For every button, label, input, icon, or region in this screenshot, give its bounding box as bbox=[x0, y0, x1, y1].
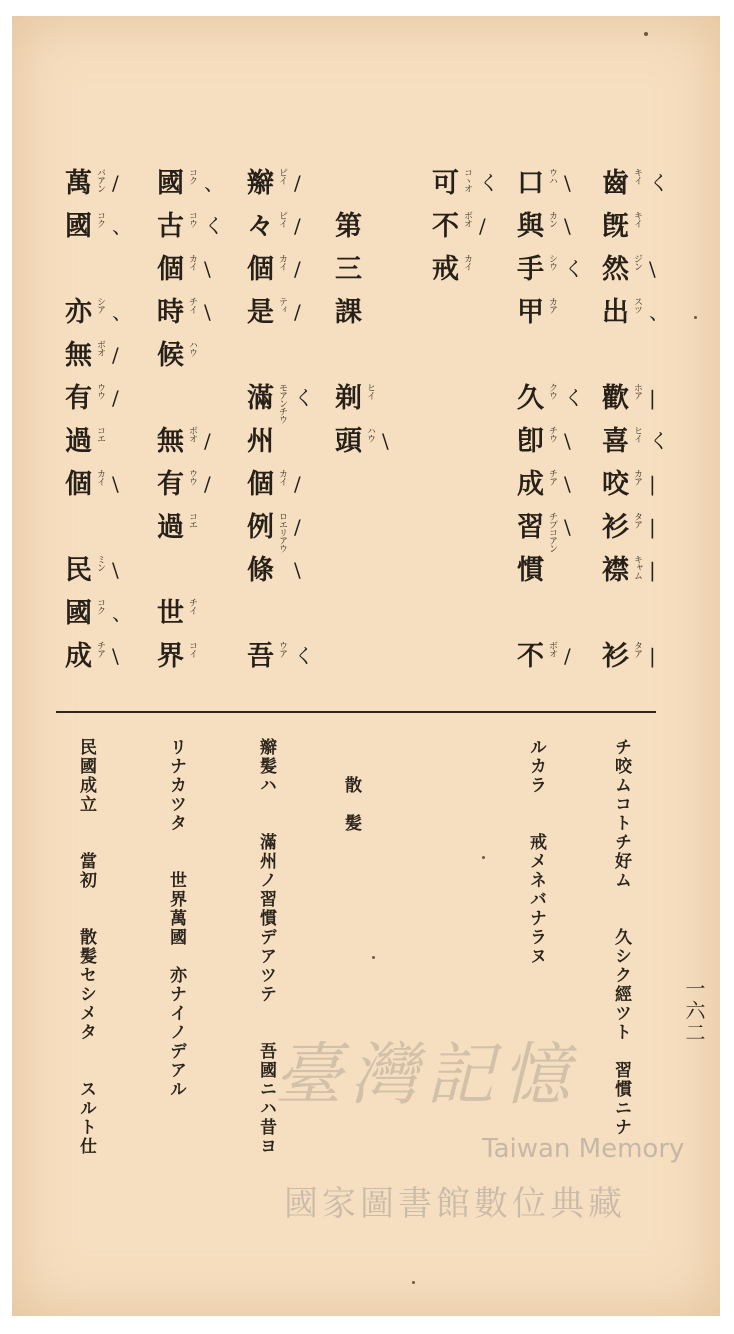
reading-gloss: モアンチウ bbox=[277, 383, 287, 423]
hanzi-char: 個 bbox=[247, 254, 274, 285]
hanzi-char: 是 bbox=[247, 297, 274, 328]
reading-gloss: カイ bbox=[277, 469, 287, 485]
char-cell bbox=[65, 381, 123, 424]
reading-gloss: キイ bbox=[632, 168, 642, 184]
reading-gloss: カイ bbox=[95, 469, 105, 485]
char-cell bbox=[247, 166, 305, 209]
reading-gloss: コク bbox=[95, 211, 105, 227]
hanzi-char: 衫 bbox=[602, 512, 629, 543]
char-cell bbox=[65, 424, 123, 467]
hanzi-char: 成 bbox=[517, 469, 544, 500]
translation-line-3: 辮髪ハ 滿州ノ習慣デアツテ 吾國ニハ昔ヨ bbox=[256, 738, 276, 1156]
reading-gloss: バアン bbox=[95, 168, 105, 192]
translation-heading: 散 髪 bbox=[341, 738, 361, 833]
tone-mark: く bbox=[204, 214, 224, 238]
reading-gloss: ロエリアウ bbox=[277, 512, 287, 552]
reading-gloss: カン bbox=[547, 211, 557, 227]
hanzi-char: 亦 bbox=[65, 297, 92, 328]
hanzi-char: 州 bbox=[247, 426, 274, 457]
hanzi-char: 成 bbox=[65, 641, 92, 672]
translation-line-1: チ咬ムコトチ好ム 久シク經ツト 習慣ニナ bbox=[611, 738, 631, 1137]
char-cell bbox=[157, 381, 215, 424]
reading-gloss: ピイ bbox=[277, 211, 287, 227]
reading-gloss: ボオ bbox=[547, 641, 557, 657]
reading-gloss: カイ bbox=[187, 254, 197, 270]
hanzi-char: 歡 bbox=[602, 383, 629, 414]
char-cell bbox=[157, 424, 215, 467]
tone-mark: / bbox=[294, 515, 301, 539]
watermark-logo-text: 臺灣記憶 bbox=[274, 1036, 579, 1115]
reading-gloss: ボオ bbox=[187, 426, 197, 442]
paper-spot bbox=[482, 856, 485, 859]
hanzi-char: 萬 bbox=[65, 168, 92, 199]
tone-mark: \ bbox=[112, 644, 119, 668]
hanzi-char: 卽 bbox=[517, 426, 544, 457]
tone-mark: 、 bbox=[649, 300, 669, 324]
char-cell bbox=[247, 553, 305, 596]
char-cell bbox=[157, 510, 215, 553]
reading-gloss: ミン bbox=[95, 555, 105, 571]
char-cell bbox=[247, 639, 314, 682]
tone-mark: | bbox=[649, 515, 656, 539]
tone-mark: く bbox=[564, 386, 584, 410]
tone-mark: | bbox=[649, 558, 656, 582]
hanzi-char: 然 bbox=[602, 254, 629, 285]
char-cell bbox=[65, 639, 123, 682]
reading-gloss: クウ bbox=[547, 383, 557, 399]
char-cell bbox=[157, 295, 215, 338]
hanzi-char: 頭 bbox=[335, 426, 362, 457]
upper-column-lesson-title bbox=[335, 166, 393, 467]
char-cell bbox=[65, 166, 123, 209]
hanzi-char: 有 bbox=[65, 383, 92, 414]
tone-mark: \ bbox=[564, 472, 571, 496]
paper-spot bbox=[412, 1281, 415, 1284]
tone-mark: / bbox=[479, 214, 486, 238]
reading-gloss: ホア bbox=[632, 383, 642, 399]
char-cell bbox=[157, 467, 215, 510]
char-cell bbox=[157, 639, 215, 682]
char-cell bbox=[335, 381, 393, 424]
hanzi-char: 無 bbox=[65, 340, 92, 371]
hanzi-char: 過 bbox=[65, 426, 92, 457]
tone-mark: く bbox=[294, 644, 314, 668]
tone-mark: / bbox=[112, 343, 119, 367]
reading-gloss: チウ bbox=[547, 426, 557, 442]
hanzi-char: 候 bbox=[157, 340, 184, 371]
tone-mark: / bbox=[112, 386, 119, 410]
hanzi-char: 課 bbox=[335, 297, 362, 328]
char-cell bbox=[335, 252, 393, 295]
watermark-english: Taiwan Memory bbox=[482, 1134, 685, 1164]
hanzi-char: 吾 bbox=[247, 641, 274, 672]
reading-gloss: ボオ bbox=[95, 340, 105, 356]
upper-column-2 bbox=[517, 166, 584, 682]
reading-gloss: ヒイ bbox=[365, 383, 375, 399]
hanzi-char: 久 bbox=[517, 383, 544, 414]
char-cell bbox=[602, 424, 669, 467]
reading-gloss: チプコアン bbox=[547, 512, 557, 552]
char-cell bbox=[65, 553, 123, 596]
char-cell bbox=[157, 166, 224, 209]
page-number: 一六二 bbox=[682, 978, 706, 1044]
paper-spot bbox=[644, 32, 648, 36]
tone-mark: / bbox=[294, 257, 301, 281]
char-cell bbox=[517, 295, 575, 338]
hanzi-char: 出 bbox=[602, 297, 629, 328]
char-cell bbox=[517, 596, 575, 639]
hanzi-char: 界 bbox=[157, 641, 184, 672]
hanzi-char: 有 bbox=[157, 469, 184, 500]
char-cell bbox=[65, 510, 123, 553]
reading-gloss: キャム bbox=[632, 555, 642, 579]
hanzi-char: 不 bbox=[517, 641, 544, 672]
char-cell bbox=[602, 596, 660, 639]
char-cell bbox=[65, 209, 132, 252]
section-divider bbox=[56, 711, 656, 713]
hanzi-char: 無 bbox=[157, 426, 184, 457]
char-cell bbox=[517, 338, 575, 381]
hanzi-char: 個 bbox=[157, 254, 184, 285]
book-page bbox=[12, 16, 720, 1316]
hanzi-char: 第 bbox=[335, 211, 362, 242]
char-cell bbox=[65, 467, 123, 510]
hanzi-char: 國 bbox=[65, 598, 92, 629]
tone-mark: / bbox=[204, 429, 211, 453]
tone-mark: 、 bbox=[204, 171, 224, 195]
translation-line-5: 民國成立 當初 散髪セシメタ スルト仕 bbox=[76, 738, 96, 1156]
char-cell bbox=[517, 467, 575, 510]
char-cell bbox=[65, 295, 132, 338]
tone-mark: \ bbox=[382, 429, 389, 453]
char-cell bbox=[602, 252, 660, 295]
hanzi-char: 口 bbox=[517, 168, 544, 199]
hanzi-char: 甲 bbox=[517, 297, 544, 328]
hanzi-char: 三 bbox=[335, 254, 362, 285]
hanzi-char: 世 bbox=[157, 598, 184, 629]
tone-mark: \ bbox=[112, 472, 119, 496]
hanzi-char: 時 bbox=[157, 297, 184, 328]
char-cell bbox=[517, 209, 575, 252]
reading-gloss: ジン bbox=[632, 254, 642, 270]
tone-mark: / bbox=[294, 300, 301, 324]
hanzi-char: 襟 bbox=[602, 555, 629, 586]
reading-gloss: コエ bbox=[187, 512, 197, 528]
hanzi-char: 辮 bbox=[247, 168, 274, 199]
reading-gloss: コク bbox=[95, 598, 105, 614]
hanzi-char: 慣 bbox=[517, 555, 544, 586]
char-cell bbox=[247, 252, 305, 295]
char-cell bbox=[247, 338, 305, 381]
reading-gloss: ヒイ bbox=[632, 426, 642, 442]
tone-mark: \ bbox=[294, 558, 301, 582]
reading-gloss: チア bbox=[547, 469, 557, 485]
tone-mark: く bbox=[564, 257, 584, 281]
char-cell bbox=[65, 252, 123, 295]
char-cell bbox=[602, 381, 660, 424]
char-cell bbox=[602, 553, 660, 596]
char-cell bbox=[602, 639, 660, 682]
tone-mark: \ bbox=[564, 214, 571, 238]
reading-gloss: コウ bbox=[187, 211, 197, 227]
tone-mark: | bbox=[649, 472, 656, 496]
reading-gloss: ウウ bbox=[187, 469, 197, 485]
reading-gloss: カイ bbox=[277, 254, 287, 270]
hanzi-char: 國 bbox=[157, 168, 184, 199]
char-cell bbox=[335, 424, 393, 467]
reading-gloss: ハウ bbox=[365, 426, 375, 442]
tone-mark: \ bbox=[564, 515, 571, 539]
tone-mark: 、 bbox=[112, 214, 132, 238]
char-cell bbox=[517, 166, 575, 209]
char-cell bbox=[517, 553, 575, 596]
char-cell bbox=[602, 166, 669, 209]
watermark-institution: 國家圖書館數位典藏 bbox=[284, 1184, 626, 1224]
hanzi-char: 與 bbox=[517, 211, 544, 242]
tone-mark: | bbox=[649, 644, 656, 668]
char-cell bbox=[157, 209, 224, 252]
hanzi-char: 喜 bbox=[602, 426, 629, 457]
reading-gloss: コク bbox=[187, 168, 197, 184]
hanzi-char: 々 bbox=[247, 211, 274, 242]
char-cell bbox=[517, 381, 584, 424]
reading-gloss: キイ bbox=[632, 211, 642, 227]
hanzi-char: 剃 bbox=[335, 383, 362, 414]
tone-mark: \ bbox=[564, 171, 571, 195]
char-cell bbox=[247, 295, 305, 338]
translation-line-4: リナカツタ 世界萬國 亦ナイノデアル bbox=[166, 738, 186, 1099]
upper-column-1 bbox=[602, 166, 669, 682]
char-cell bbox=[157, 338, 215, 381]
hanzi-char: 旣 bbox=[602, 211, 629, 242]
reading-gloss: ボオ bbox=[462, 211, 472, 227]
hanzi-char: 滿 bbox=[247, 383, 274, 414]
tone-mark: 、 bbox=[112, 601, 132, 625]
tone-mark: / bbox=[564, 644, 571, 668]
char-cell bbox=[602, 510, 660, 553]
upper-column-5 bbox=[247, 166, 314, 682]
hanzi-char: 手 bbox=[517, 254, 544, 285]
char-cell bbox=[602, 295, 669, 338]
char-cell bbox=[432, 166, 499, 209]
char-cell bbox=[432, 209, 490, 252]
char-cell bbox=[247, 467, 305, 510]
reading-gloss: チア bbox=[95, 641, 105, 657]
translation-line-2: ルカラ 戒メネバナラヌ bbox=[526, 738, 546, 966]
reading-gloss: ハウ bbox=[187, 340, 197, 356]
char-cell bbox=[157, 252, 215, 295]
tone-mark: く bbox=[649, 171, 669, 195]
tone-mark: く bbox=[479, 171, 499, 195]
upper-column-3 bbox=[432, 166, 499, 295]
char-cell bbox=[247, 510, 305, 553]
hanzi-char: 可 bbox=[432, 168, 459, 199]
upper-column-6 bbox=[157, 166, 224, 682]
tone-mark: \ bbox=[564, 429, 571, 453]
char-cell bbox=[157, 553, 215, 596]
char-cell bbox=[517, 424, 575, 467]
upper-text-block bbox=[57, 166, 677, 696]
reading-gloss: カア bbox=[632, 469, 642, 485]
hanzi-char: 條 bbox=[247, 555, 274, 586]
paper-spot bbox=[372, 956, 375, 959]
reading-gloss: コエ bbox=[95, 426, 105, 442]
hanzi-char: 民 bbox=[65, 555, 92, 586]
tone-mark: / bbox=[112, 171, 119, 195]
hanzi-char: 例 bbox=[247, 512, 274, 543]
reading-gloss: コイ bbox=[187, 641, 197, 657]
tone-mark: \ bbox=[649, 257, 656, 281]
reading-gloss: ウハ bbox=[547, 168, 557, 184]
char-cell bbox=[335, 338, 393, 381]
char-cell bbox=[65, 596, 132, 639]
char-cell bbox=[602, 467, 660, 510]
paper-spot bbox=[694, 316, 697, 319]
tone-mark: / bbox=[294, 171, 301, 195]
char-cell bbox=[602, 338, 660, 381]
reading-gloss: カイ bbox=[462, 254, 472, 270]
char-cell bbox=[335, 166, 393, 209]
tone-mark: / bbox=[294, 472, 301, 496]
hanzi-char: 國 bbox=[65, 211, 92, 242]
char-cell bbox=[247, 381, 314, 424]
char-cell bbox=[247, 596, 305, 639]
char-cell bbox=[65, 338, 123, 381]
char-cell bbox=[157, 596, 215, 639]
reading-gloss: シア bbox=[95, 297, 105, 313]
reading-gloss: ウア bbox=[277, 641, 287, 657]
tone-mark: \ bbox=[204, 300, 211, 324]
hanzi-char: 衫 bbox=[602, 641, 629, 672]
reading-gloss: ウウ bbox=[95, 383, 105, 399]
reading-gloss: タア bbox=[632, 512, 642, 528]
tone-mark: く bbox=[649, 429, 669, 453]
char-cell bbox=[602, 209, 660, 252]
reading-gloss: シウ bbox=[547, 254, 557, 270]
upper-column-7 bbox=[65, 166, 132, 682]
hanzi-char: 齒 bbox=[602, 168, 629, 199]
reading-gloss: カア bbox=[547, 297, 557, 313]
hanzi-char: 古 bbox=[157, 211, 184, 242]
reading-gloss: スツ bbox=[632, 297, 642, 313]
reading-gloss: チイ bbox=[187, 598, 197, 614]
reading-gloss: タア bbox=[632, 641, 642, 657]
char-cell bbox=[335, 295, 393, 338]
char-cell bbox=[517, 510, 575, 553]
reading-gloss: ティ bbox=[277, 297, 287, 313]
reading-gloss: ピイ bbox=[277, 168, 287, 184]
hanzi-char: 習 bbox=[517, 512, 544, 543]
char-cell bbox=[247, 209, 305, 252]
reading-gloss: チイ bbox=[187, 297, 197, 313]
char-cell bbox=[517, 639, 575, 682]
hanzi-char: 戒 bbox=[432, 254, 459, 285]
tone-mark: 、 bbox=[112, 300, 132, 324]
char-cell bbox=[432, 252, 490, 295]
reading-gloss: コヽオ bbox=[462, 168, 472, 192]
char-cell bbox=[247, 424, 305, 467]
char-cell bbox=[517, 252, 584, 295]
tone-mark: \ bbox=[204, 257, 211, 281]
tone-mark: | bbox=[649, 386, 656, 410]
hanzi-char: 不 bbox=[432, 211, 459, 242]
hanzi-char: 個 bbox=[247, 469, 274, 500]
hanzi-char: 咬 bbox=[602, 469, 629, 500]
hanzi-char: 過 bbox=[157, 512, 184, 543]
tone-mark: / bbox=[204, 472, 211, 496]
tone-mark: \ bbox=[112, 558, 119, 582]
char-cell bbox=[335, 209, 393, 252]
tone-mark: く bbox=[294, 386, 314, 410]
tone-mark: / bbox=[294, 214, 301, 238]
hanzi-char: 個 bbox=[65, 469, 92, 500]
